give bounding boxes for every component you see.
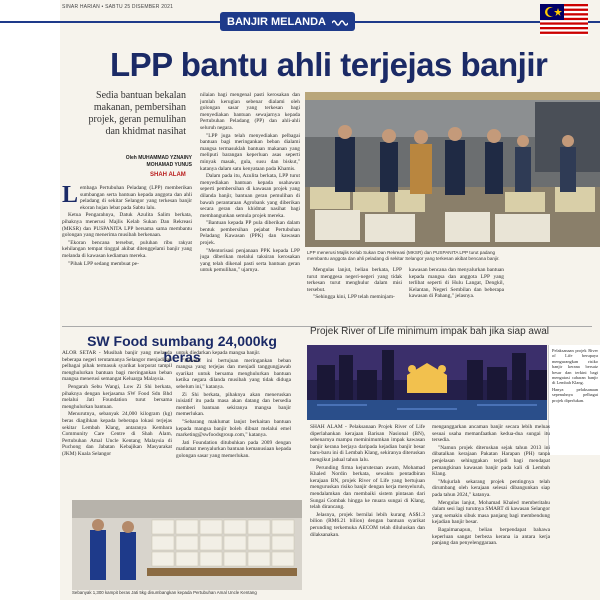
paragraph: "Sehingga kini, LPP telah meminjam-: [313, 294, 395, 301]
rice-sacks-photo: [72, 500, 302, 590]
paragraph: Hanya pelaksanaan sepenuhnya pelbagai projek diperlukan.: [552, 386, 598, 403]
paragraph: SHAH ALAM - Pelaksanaan Projek River of Life diperlahankan kerajaan Barisan Nasional (BN), sebenarnya mampu meminimumkan impak kawasan banjir kerana berjaya daripada kejadian banjir besar baru-baru ini di Lembah Klang, sekiranya diteruskan mengikut jadual tahun lalu.: [310, 424, 425, 463]
sw-article-col1: [62, 350, 172, 500]
sw-headline: SW Food sumbang 24,000kg beras: [87, 333, 277, 365]
sidebar-text: [549, 345, 600, 407]
paragraph: kawasan bencana dan menyalurkan bantuan kepada mangsa dan anggota LPP yang terlibat seperti di Hulu Langat, Dengkil, Kelantan, Negeri Sembilan dan beberapa kawasan di Pahang," jelasnya.: [409, 267, 504, 300]
paragraph: Perunding firma kejuruteraan awam, Mohamad Khaled Nordin berkata, sewaktu pentadbiran kerajaan BN, projek River of Life yang bertujuan menguruskan risiko banjir dengan kerja menyeluruh, mendalamkan dan membaiki sistem pintasan dari Sungai Gombak hingga ke muara sungai di Klang, telah dirancang.: [310, 464, 425, 511]
paragraph: "Mujurlah sekarang projek pentingnya telah dirumbang oleh kerajaan selesai dibangunkan siap pada tahun 2024," katanya.: [432, 478, 550, 498]
paragraph: "Sebarang maklumat lanjut berkaitan bantuan kepada mangsa banjir boleh dibuat melalui emel marketing@swfoodsgroup.com," katanya.: [176, 418, 291, 439]
byline: Oleh MUHAMMAD YZNAINY MOHAMAD YUNUS: [125, 155, 192, 168]
main-article-col2: [200, 92, 300, 320]
paragraph: menganggarkan ancaman banjir secara lebih meluas sesuai usaha memanfaatkan kedua-dua sungai itu tersedia.: [432, 424, 550, 444]
rol-article-col2: [432, 424, 550, 600]
paragraph: Mengulas lanjut, beliau berkata, LPP turut menggesa negeri-negeri yang tidak terkesan turut menghulur dalam misi tersebut.: [307, 267, 402, 293]
sw-article-col2: [176, 350, 291, 500]
paragraph: Zi Shi berkata, pihaknya akan meneruskan inisiatif itu pada masa akan datang dan bersedia memberi bantuan sekiranya mangsa banjir memerlukan.: [176, 391, 291, 418]
paragraph: ALOR SETAR - Musibah banjir yang melanda beberapa negeri terutamanya Selangor menjadikan pelbagai pihak termasuk syarikat korporat tampil menghulurkan bantuan bagi meringankan beban mangsa menerusi semangat Keluarga Malaysia.: [62, 350, 172, 383]
photo-caption: Sebanyak 1,300 kampit beras Jati 5kg disumbangkan kepada Pertubuhan Amal Uncle Kentang: [72, 590, 257, 595]
section-tag: [220, 12, 355, 31]
rol-article-col1: [310, 424, 425, 600]
wave-icon: [332, 17, 348, 27]
rol-headline: Projek River of Life minimum impak bah jika siap awal: [310, 326, 549, 337]
malaysia-flag-icon: [540, 4, 588, 36]
masthead: SINAR HARIAN • SABTU 25 DISEMBER 2021: [62, 4, 174, 10]
paragraph: Pelaksanaan projek River of Life berupaya mengurangkan risiko banjir kerana bersaiz besar dan terkini bagi mengatasi cabaran banjir di Lembah Klang.: [552, 348, 598, 386]
paragraph: "Bantuan kepada PP pula diberikan dalam bentuk pembersihan pejabat Pertubuhan Peladang Kawasan (PPK) dan kawasan projek.: [200, 220, 300, 247]
paragraph: Bagaimanapun, beliau berpendapat bahawa keperluan sangat berbeza kerana ia antara kerja panjang dan penyelenggaraan.: [432, 526, 550, 547]
main-article-col4: [409, 267, 504, 317]
paragraph: Jati Foundation ditubuhkan pada 2009 dengan matlamat menyalurkan bantuan kemanusiaan kepada golongan sasar yang memerlukan.: [176, 439, 291, 459]
river-of-life-night-photo: [307, 345, 547, 420]
paragraph: Mengulas lanjut, Mohamad Khaled memberitahu dalam sesi lagi turutnya SMART di kawasan Selangor yang semakin sibuk masa panjang bagi membendung kejadian banjir besar.: [432, 499, 550, 526]
main-article-col3: [307, 267, 402, 317]
section-label: BANJIR MELANDA: [227, 15, 326, 28]
paragraph: Dalam pada itu, Azulita berkata, LPP turut menyediakan bantuan kepada usahawan seperti pembersihan di kawasan projek yang dilanda banjir, bantuan geran pemulihan di bawah perantaraan Agrobank yang diberikan secara geran dan khidmat nasihat bagi membangunkan semula projek mereka.: [200, 173, 300, 219]
paragraph: Pengarah Sebu Wangi, Low Zi Shi berkata, pihaknya dengan kerjasama SW Food Sdn Bhd melalui Jati Foundation turut bersama menghulurkan bantuan.: [62, 383, 172, 410]
paragraph: untuk diedarkan kepada mangsa banjir.: [176, 350, 261, 356]
sidebar-box: [548, 345, 600, 455]
paragraph: "Pihak LPP sedang membuat pe-: [68, 260, 139, 267]
paragraph: "Mentorisasi penjanaan PPK kepada LPP juga diberikan melalui taksiran kerosakan yang telah dikenal pasti serta bantuan geran untuk pemulihan," ujarnya.: [200, 247, 300, 274]
paragraph: "Inisiatif ini bertujuan meringankan beban mangsa yang terjejas dan menjadi tanggungjawab syarikat untuk bersama menghulurkan bantuan ketika negara dilanda musibah yang tidak diduga sebelum ini," katanya.: [176, 357, 291, 390]
paragraph: Menurutnya, sebanyak 24,000 kilogram (kg) beras diagihkan kepada beberapa lokasi terjejas sekitar Lembah Klang, antaranya Kembara Community Care Centre di Shah Alam, Pertubuhan Amal Uncle Kentang Malaysia di Puchong dan Jabatan Kebajikan Masyarakat (JKM) Kuala Selangor: [62, 411, 172, 457]
headline: LPP bantu ahli terjejas banjir: [110, 46, 548, 83]
paragraph: embaga Pertubuhan Peladang (LPP) memberikan sumbangan serta bantuan kepada anggota dan ahli peladang di sekitar Selangor yang terkesan banjir ekoran hujan lebat pada Sabtu lalu.: [80, 185, 192, 211]
relief-volunteers-photo: [305, 92, 600, 247]
paragraph: Ketua Pengarahnya, Datuk Azulita Salim berkata, pihaknya menerusi Majlis Kelab Sukan Dan Rekreasi (MKSR) dan PUSPANITA LPP bersama sama membantu golongan yang menerima musibah berkenaan.: [62, 212, 192, 239]
dateline: SHAH ALAM: [150, 172, 186, 178]
photo-caption: LPP menerusi Majlis Kelab Sukan Dan Rekreasi (MKSR) dan PUSPANITA LPP turut padang membantu anggota dan ahli peladang di sekitar Selangor yang terkesan akibat bencana banjir.: [307, 250, 500, 261]
main-article-col1: [62, 185, 192, 320]
paragraph: Jelasnya, projek bernilai lebih kurang AS$1.3 bilion (RM6.21 bilion) dengan bantuan syarikat perunding terkemuka AECOM telah diluluskan dan dilaksanakan.: [310, 511, 425, 538]
paragraph: "LPP juga telah menyediakan pelbagai bantuan bagi meringankan beban dialami mangsa termasuklah bantuan makanan yang meliputi barangan keperluan asas seperti minyak masak, gula, susu dan biskut," katanya dalam satu kenyataan pada Khamis.: [200, 132, 300, 172]
dek: Sedia bantuan bekalan makanan, pembersihan projek, geran pemulihan dan khidmat nasihat: [88, 90, 186, 137]
page-gutter: [0, 0, 60, 600]
paragraph: nilaian bagi mengenal pasti kerosakan dan jumlah kerugian sebenar dialami oleh golongan sasar yang terkesan bagi menyediakan bantuan sewajarnya kepada Pertubuhan Peladang (PP) dan ahli-ahli seluruh negara.: [200, 92, 300, 131]
dropcap: L: [62, 185, 79, 208]
paragraph: "Ekoran bencana tersebut, puluhan ribu rakyat kehilangan tempat tinggal akibat ditenggelami banjir yang melanda di kawasan kediaman mereka.: [62, 239, 192, 259]
paragraph: "Namun projek diteruskan sejak tahun 2013 ini dibatalkan kerajaan Pakatan Harapan (PH) tanpa penjelasan sehinggakan terjadi bagi mendapat pemangkinan kawasan banjir pada kali di Lembah Klang.: [432, 444, 550, 478]
